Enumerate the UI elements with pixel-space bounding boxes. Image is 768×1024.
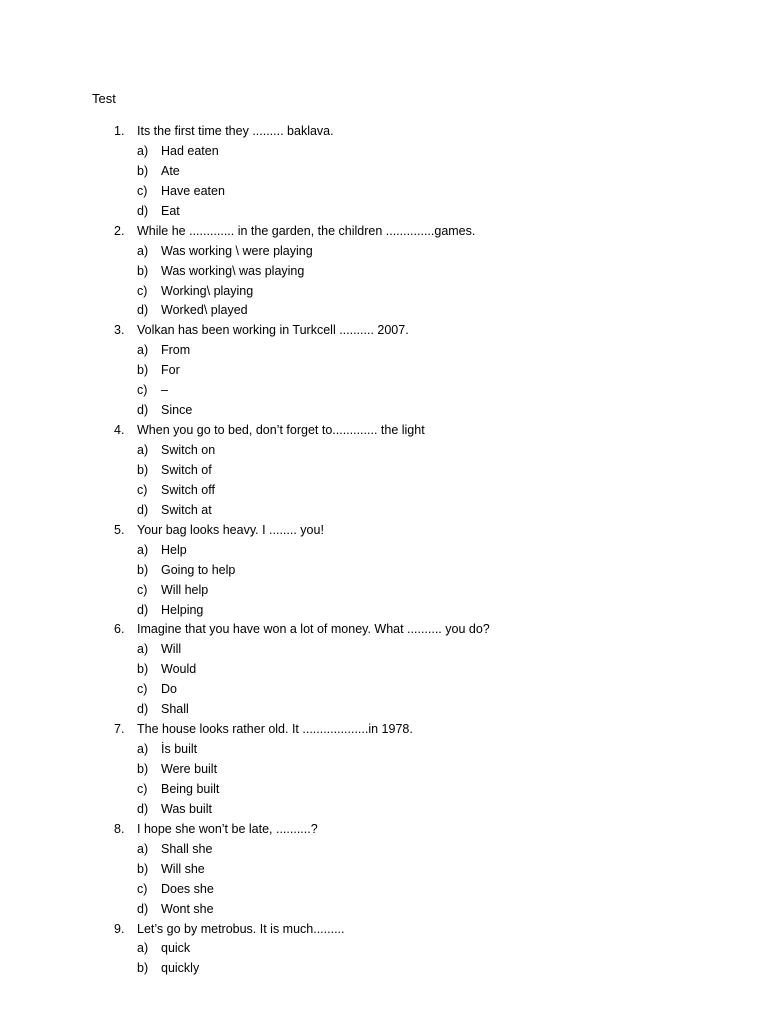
- answer-option: [0, 780, 768, 800]
- option-text: Ate: [161, 163, 180, 178]
- option-letter: a): [137, 343, 149, 358]
- question-number: 5.: [114, 522, 125, 537]
- answer-option: [0, 461, 768, 481]
- option-text: Have eaten: [161, 183, 225, 198]
- option-text: Help: [161, 542, 187, 557]
- option-text: Was built: [161, 801, 212, 816]
- question-text: Let’s go by metrobus. It is much.........: [137, 921, 345, 936]
- answer-option: [0, 501, 768, 521]
- option-text: Was working\ was playing: [161, 263, 305, 278]
- answer-option: [0, 880, 768, 900]
- question-item: [0, 920, 768, 980]
- question-number: 1.: [114, 124, 125, 138]
- option-letter: d): [137, 801, 149, 816]
- option-text: Does she: [161, 881, 214, 896]
- question-number: 2.: [114, 223, 125, 238]
- question-number: 3.: [114, 323, 125, 338]
- option-letter: a): [137, 243, 149, 258]
- option-letter: c): [137, 482, 148, 497]
- option-text: İs built: [161, 742, 198, 757]
- answer-option: [0, 541, 768, 561]
- option-letter: a): [137, 143, 149, 158]
- option-text: Was working \ were playing: [161, 243, 313, 258]
- question-number: 7.: [114, 722, 125, 737]
- question-list: [0, 122, 768, 979]
- question-item: [0, 421, 768, 521]
- answer-option: [0, 401, 768, 421]
- option-text: Helping: [161, 602, 204, 617]
- option-letter: c): [137, 383, 148, 398]
- answer-option: [0, 381, 768, 401]
- question-line: [0, 820, 768, 840]
- question-text: I hope she won’t be late, ..........?: [137, 821, 318, 836]
- option-letter: d): [137, 901, 149, 916]
- answer-option: [0, 700, 768, 720]
- question-text: Your bag looks heavy. I ........ you!: [137, 522, 324, 537]
- answer-option: [0, 581, 768, 601]
- option-text: Would: [161, 662, 197, 677]
- answer-option: [0, 262, 768, 282]
- option-letter: b): [137, 562, 149, 577]
- question-item: [0, 521, 768, 621]
- question-text: While he ............. in the garden, the children ..............games.: [137, 223, 476, 238]
- answer-option: [0, 361, 768, 381]
- option-letter: a): [137, 642, 149, 657]
- question-text: Volkan has been working in Turkcell .......... 2007.: [137, 323, 409, 338]
- option-letter: b): [137, 363, 149, 378]
- option-letter: d): [137, 602, 149, 617]
- answer-option: [0, 561, 768, 581]
- question-number: 6.: [114, 622, 125, 637]
- question-item: [0, 720, 768, 820]
- answer-option: [0, 640, 768, 660]
- answer-option: [0, 860, 768, 880]
- answer-option: [0, 242, 768, 262]
- option-text: quickly: [161, 961, 200, 976]
- option-letter: b): [137, 762, 149, 776]
- answer-option: [0, 441, 768, 461]
- option-text: quick: [161, 941, 191, 956]
- answer-option: [0, 182, 768, 202]
- question-number: 9.: [114, 921, 125, 936]
- option-text: Going to help: [161, 562, 236, 577]
- answer-option: [0, 481, 768, 501]
- option-letter: a): [137, 443, 149, 457]
- question-line: [0, 720, 768, 740]
- option-letter: b): [137, 462, 149, 477]
- question-line: [0, 620, 768, 640]
- question-text: When you go to bed, don’t forget to............. the light: [137, 423, 425, 438]
- option-letter: a): [137, 742, 149, 757]
- answer-option: [0, 202, 768, 222]
- option-letter: c): [137, 183, 148, 198]
- option-text: Shall: [161, 702, 189, 717]
- option-text: Being built: [161, 781, 220, 796]
- answer-option: [0, 680, 768, 700]
- option-letter: b): [137, 961, 149, 976]
- option-letter: a): [137, 542, 149, 557]
- option-letter: c): [137, 283, 148, 298]
- question-line: [0, 321, 768, 341]
- question-text: Its the first time they ......... baklava.: [137, 124, 334, 138]
- option-text: Will: [161, 642, 182, 657]
- option-text: –: [161, 383, 168, 398]
- option-text: Eat: [161, 203, 180, 218]
- option-letter: b): [137, 662, 149, 677]
- question-item: [0, 620, 768, 720]
- option-text: For: [161, 363, 180, 378]
- answer-option: [0, 959, 768, 979]
- option-text: Switch on: [161, 443, 216, 457]
- option-text: Since: [161, 403, 193, 418]
- option-text: Shall she: [161, 841, 213, 856]
- answer-option: [0, 601, 768, 621]
- page-title: Test: [92, 91, 116, 106]
- option-text: Switch off: [161, 482, 215, 497]
- option-letter: a): [137, 941, 149, 956]
- option-letter: d): [137, 303, 149, 318]
- option-letter: d): [137, 203, 149, 218]
- option-text: Working\ playing: [161, 283, 254, 298]
- option-text: Had eaten: [161, 143, 219, 158]
- option-letter: d): [137, 502, 149, 517]
- question-line: [0, 920, 768, 940]
- answer-option: [0, 800, 768, 820]
- option-letter: b): [137, 163, 149, 178]
- option-letter: c): [137, 881, 148, 896]
- option-letter: c): [137, 781, 148, 796]
- question-item: [0, 820, 768, 920]
- answer-option: [0, 301, 768, 321]
- question-number: 8.: [114, 821, 125, 836]
- answer-option: [0, 939, 768, 959]
- answer-option: [0, 740, 768, 760]
- option-text: Will help: [161, 582, 209, 597]
- question-item: [0, 222, 768, 322]
- question-text: The house looks rather old. It ...................in 1978.: [137, 722, 413, 737]
- option-letter: d): [137, 702, 149, 717]
- answer-option: [0, 142, 768, 162]
- option-text: Do: [161, 682, 177, 697]
- answer-option: [0, 341, 768, 361]
- question-line: [0, 421, 768, 441]
- option-text: Switch of: [161, 462, 212, 477]
- question-line: [0, 521, 768, 541]
- option-text: Wont she: [161, 901, 214, 916]
- question-line: [0, 122, 768, 142]
- answer-option: [0, 760, 768, 780]
- option-letter: b): [137, 861, 149, 876]
- option-text: Were built: [161, 762, 218, 776]
- option-text: Worked\ played: [161, 303, 248, 318]
- option-letter: c): [137, 682, 148, 697]
- answer-option: [0, 660, 768, 680]
- option-letter: c): [137, 582, 148, 597]
- question-number: 4.: [114, 423, 125, 438]
- option-text: Switch at: [161, 502, 212, 517]
- option-text: Will she: [161, 861, 205, 876]
- option-text: From: [161, 343, 191, 358]
- option-letter: a): [137, 841, 149, 856]
- answer-option: [0, 840, 768, 860]
- question-item: [0, 321, 768, 421]
- question-line: [0, 222, 768, 242]
- answer-option: [0, 282, 768, 302]
- answer-option: [0, 162, 768, 182]
- question-item: [0, 122, 768, 222]
- option-letter: b): [137, 263, 149, 278]
- question-text: Imagine that you have won a lot of money. What .......... you do?: [137, 622, 490, 637]
- answer-option: [0, 900, 768, 920]
- option-letter: d): [137, 403, 149, 418]
